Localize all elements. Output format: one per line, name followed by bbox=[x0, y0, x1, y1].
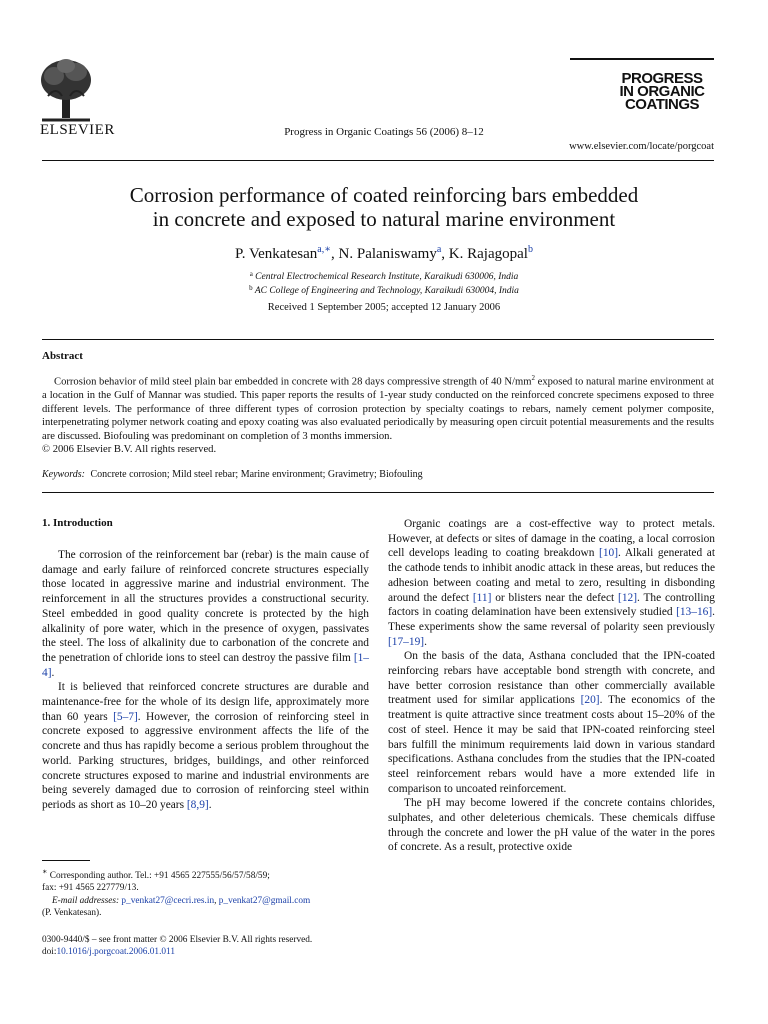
body-paragraph bbox=[388, 649, 715, 796]
citation-link[interactable]: [20] bbox=[580, 694, 600, 707]
left-column bbox=[42, 548, 369, 813]
footnote-line bbox=[42, 866, 369, 882]
doi-label: doi: bbox=[42, 947, 57, 958]
abstract-text: exposed to natural marine environment at a location in the Gulf of Mannar was studied. This paper reports the results of 1-year study conducted on the reinforced concrete specimens exposed to three different levels. The performance of three different types of corrosion protection by specialty coatings to rebars, namely cement polymer composite, interpenetrating polymer network coating and epoxy coating was also evaluated periodically by measuring open circuit potential measurements and the results are discussed. Biofouling was predominant on completion of 3 months immersion. bbox=[42, 376, 715, 442]
brand-line-1: PROGRESS bbox=[621, 70, 703, 87]
footnote bbox=[42, 866, 369, 919]
citation-link[interactable]: [5–7] bbox=[113, 710, 138, 723]
footnote-mark: ∗ bbox=[42, 867, 48, 876]
email-label: E-mail addresses: bbox=[52, 895, 120, 906]
author-affil-mark[interactable]: a bbox=[436, 244, 442, 255]
affiliation-b bbox=[0, 284, 768, 296]
received-dates: Received 1 September 2005; accepted 12 January 2006 bbox=[267, 302, 501, 313]
footnote-text: Corresponding author. Tel.: +91 4565 227555/56/57/58/59; bbox=[49, 871, 270, 882]
abstract-copyright: © 2006 Elsevier B.V. All rights reserved. bbox=[42, 444, 217, 456]
brand-top-rule bbox=[570, 58, 714, 60]
body-text: . The economics of the treatment is quite attractive since treatment costs about 15–20% of the cost of steel. Hence it may be said that IPN-coated reinforcing steel bars fulfill the minimum requirements laid down in various standard specifications. Asthana concludes from the studies that the IPN-coated steel reinforcement rebars would have a more extended life in comparison to uncoated reinforcement. bbox=[388, 694, 716, 795]
body-text: . These experiments show the same reversal of polarity seen previously bbox=[388, 606, 715, 633]
body-text: . bbox=[51, 666, 55, 679]
body-text: On the basis of the data, Asthana concluded that the IPN-coated reinforcing rebars have acceptable bond strength with concrete, and have better corrosion resistance than other commercially available treatment used for similar applications bbox=[388, 650, 715, 707]
citation-link[interactable]: [1–4] bbox=[42, 651, 369, 679]
title-line-2: in concrete and exposed to natural marine environment bbox=[152, 207, 616, 231]
body-paragraph bbox=[388, 517, 715, 649]
body-paragraph bbox=[42, 680, 369, 812]
author-name: K. Rajagopal bbox=[448, 246, 528, 262]
body-text: . bbox=[424, 635, 427, 648]
citation-link[interactable]: [12] bbox=[618, 591, 638, 604]
article-title bbox=[0, 183, 768, 231]
affiliation-mark: b bbox=[249, 284, 253, 292]
keywords-line bbox=[42, 469, 423, 480]
body-text: . However, the corrosion of reinforcing steel in concrete exposed to aggressive environment affects the life of the concrete and thus has rapidly become a serious problem throughout the world. Parking structures, bridges, buildings, and other reinforced concrete structures exposed to marine and industrial environments are being severely damaged due to corrosion of reinforcing steel within periods as short as 10–20 years bbox=[42, 710, 369, 811]
body-text: The corrosion of the reinforcement bar (rebar) is the main cause of damage and early failure of reinforced concrete structures especially those located in aggressive marine and industrial environment. The reinforcement in all the structures provides a constructional security. Steel embedded in good quality concrete is protected by the high alkalinity of pore water, which in the presence of oxygen, passivates the steel. The loss of alkalinity due to carbonation of the concrete and the penetration of chloride ions to steel can destroy the passive film bbox=[42, 549, 369, 664]
publisher-name: ELSEVIER bbox=[40, 122, 115, 138]
abstract-top-rule bbox=[42, 339, 714, 340]
abstract-bottom-rule bbox=[42, 492, 714, 493]
keywords-label: Keywords: bbox=[42, 469, 85, 480]
body-text: . Alkali generated at the cathode tends to inhibit anodic attack in these areas, but reduces the adhesion between coating and metal to zero, resulting in disbonding around the defect bbox=[388, 547, 715, 604]
footnote-line: (P. Venkatesan). bbox=[42, 907, 102, 918]
journal-reference: Progress in Organic Coatings 56 (2006) 8–12 bbox=[284, 126, 484, 138]
affiliation-text: AC College of Engineering and Technology, Karaikudi 630004, India bbox=[254, 286, 519, 296]
affiliation-a bbox=[0, 270, 768, 282]
author-affil-mark[interactable]: a,∗ bbox=[317, 244, 332, 255]
body-text: . The controlling factors in coating delamination have been extensively studied bbox=[388, 591, 715, 619]
abstract-paragraph bbox=[42, 372, 714, 443]
elsevier-tree-logo bbox=[38, 56, 94, 122]
email-link[interactable]: p_venkat27@gmail.com bbox=[218, 895, 311, 906]
header-rule bbox=[42, 160, 714, 161]
affiliation-mark: a bbox=[249, 270, 253, 278]
author-separator: , bbox=[441, 246, 449, 262]
author-list bbox=[0, 244, 768, 263]
journal-brand-logo bbox=[606, 72, 718, 111]
citation-link[interactable]: [13–16] bbox=[676, 606, 713, 619]
citation-link[interactable]: [11] bbox=[472, 591, 492, 604]
footnote-line bbox=[42, 895, 369, 907]
body-text: It is believed that reinforced concrete structures are durable and maintenance-free for the whole of its design life, approximately more than 60 years bbox=[42, 681, 369, 723]
body-paragraph: The pH may become lowered if the concrete contains chlorides, sulphates, and other deleterious chemicals. These chemicals diffuse through the concrete and lower the pH value of the water in the pores of concrete. As a result, protective oxide bbox=[388, 797, 715, 854]
email-link[interactable]: p_venkat27@cecri.res.in bbox=[121, 895, 215, 906]
author-affil-mark[interactable]: b bbox=[527, 244, 533, 255]
body-paragraph bbox=[42, 548, 369, 680]
abstract-superscript: 2 bbox=[531, 374, 535, 382]
keywords-list: Concrete corrosion; Mild steel rebar; Marine environment; Gravimetry; Biofouling bbox=[90, 469, 423, 480]
affiliation-text: Central Electrochemical Research Institute, Karaikudi 630006, India bbox=[255, 272, 519, 282]
body-text: Organic coatings are a cost-effective way to protect metals. However, at defects or sites of damage in the coating, a local corrosion cell develops leading to coating breakdown bbox=[388, 518, 715, 560]
citation-link[interactable]: [17–19] bbox=[388, 635, 425, 648]
right-column bbox=[388, 517, 715, 855]
author-name: P. Venkatesan bbox=[235, 246, 318, 262]
body-text: . bbox=[208, 798, 212, 811]
brand-line-2: IN ORGANIC bbox=[619, 83, 705, 100]
author-separator: , bbox=[331, 246, 339, 262]
author-name: N. Palaniswamy bbox=[338, 246, 437, 262]
doi-link[interactable]: 10.1016/j.porgcoat.2006.01.011 bbox=[56, 947, 175, 958]
footnote-rule bbox=[42, 860, 90, 861]
issn-line: 0300-9440/$ – see front matter © 2006 Elsevier B.V. All rights reserved. bbox=[42, 935, 313, 945]
tree-logo-icon bbox=[38, 56, 94, 122]
footnote-line: fax: +91 4565 227779/13. bbox=[42, 883, 139, 894]
citation-link[interactable]: [8,9] bbox=[186, 798, 209, 811]
abstract-text: Corrosion behavior of mild steel plain bar embedded in concrete with 28 days compressive strength of 40 N/mm bbox=[54, 376, 532, 388]
journal-url-link[interactable]: www.elsevier.com/locate/porgcoat bbox=[569, 141, 714, 152]
brand-line-3: COATINGS bbox=[624, 96, 700, 113]
doi-line bbox=[42, 946, 312, 958]
abstract-body bbox=[42, 372, 714, 457]
citation-link[interactable]: [10] bbox=[599, 547, 619, 560]
abstract-heading: Abstract bbox=[42, 350, 83, 362]
section-heading-introduction: 1. Introduction bbox=[42, 517, 113, 529]
front-matter bbox=[42, 934, 312, 959]
body-text: or blisters near the defect bbox=[491, 591, 619, 604]
title-line-1: Corrosion performance of coated reinforcing bars embedded bbox=[129, 183, 639, 207]
email-separator: , bbox=[214, 895, 219, 906]
